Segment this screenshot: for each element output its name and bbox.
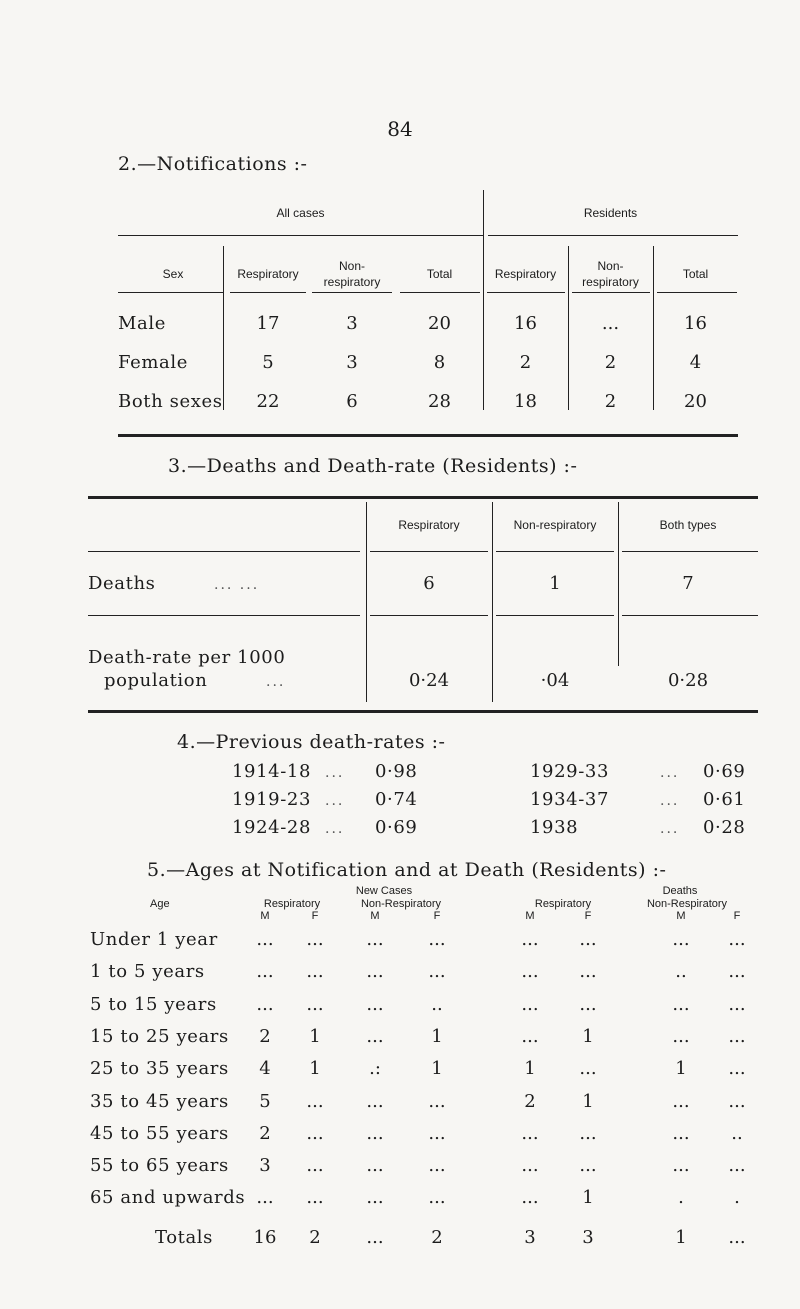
total-cell: 16 <box>253 1227 277 1248</box>
cell: 8 <box>433 352 446 373</box>
age-cell: ... <box>579 994 597 1015</box>
total-cell: 3 <box>582 1227 594 1248</box>
age-cell: 3 <box>259 1155 271 1176</box>
rate: 0·61 <box>703 789 746 810</box>
col-respiratory: Respiratory <box>237 267 299 281</box>
total-cell: ... <box>728 1227 746 1248</box>
age-cell: ... <box>579 961 597 982</box>
cell: 2 <box>519 352 532 373</box>
mf: M <box>260 910 270 922</box>
age-cell: 1 <box>431 1026 443 1047</box>
age-cell: ... <box>366 1026 384 1047</box>
age-cell: ... <box>728 961 746 982</box>
period: 1938 <box>530 817 579 838</box>
row-label-death-rate: Death-rate per 1000 <box>88 647 286 668</box>
age-row-label: 5 to 15 years <box>90 994 217 1015</box>
age-cell: ... <box>256 1187 274 1208</box>
sub-header-new-respiratory: Respiratory <box>263 898 321 910</box>
age-row-label: 35 to 45 years <box>90 1091 229 1112</box>
age-cell: ... <box>306 994 324 1015</box>
age-cell: ... <box>428 1187 446 1208</box>
age-cell: ... <box>521 994 539 1015</box>
age-cell: .: <box>369 1058 381 1079</box>
age-cell: ... <box>306 1155 324 1176</box>
age-row-label: 65 and upwards <box>90 1187 246 1208</box>
sub-header-new-non-respiratory: Non-Respiratory <box>360 898 442 910</box>
period: 1919-23 <box>232 789 311 810</box>
age-cell: ... <box>672 1155 690 1176</box>
cell: ... <box>601 313 620 334</box>
age-cell: 1 <box>582 1091 594 1112</box>
cell: 16 <box>514 313 537 334</box>
mf: F <box>311 910 319 922</box>
cell: 0·24 <box>408 670 450 691</box>
age-cell: ... <box>306 1123 324 1144</box>
total-cell: 2 <box>309 1227 321 1248</box>
total-cell: 1 <box>675 1227 687 1248</box>
age-cell: ... <box>672 929 690 950</box>
col-non-respiratory: Non- respiratory <box>323 259 381 289</box>
cell: 2 <box>604 391 617 412</box>
notifications-heading: 2.—Notifications :- <box>118 153 308 175</box>
col-total: Total <box>426 267 453 281</box>
age-cell: . <box>678 1187 684 1208</box>
period: 1914-18 <box>232 761 311 782</box>
leader-dots: ... <box>660 793 680 809</box>
age-cell: ... <box>728 1058 746 1079</box>
age-row-label: Under 1 year <box>90 929 218 950</box>
cell: 22 <box>256 391 280 412</box>
leader-dots: ... <box>660 821 680 837</box>
age-cell: ... <box>579 929 597 950</box>
row-label-population: population <box>104 670 208 691</box>
leader-dots: ... <box>660 765 680 781</box>
age-cell: .. <box>731 1123 743 1144</box>
age-cell: ... <box>306 961 324 982</box>
cell: ·04 <box>540 670 570 691</box>
age-cell: 1 <box>309 1026 321 1047</box>
age-cell: 1 <box>309 1058 321 1079</box>
age-cell: ... <box>256 929 274 950</box>
cell: 3 <box>346 352 358 373</box>
group-header-residents: Residents <box>583 206 638 220</box>
age-label: Age <box>150 898 170 910</box>
ages-heading: 5.—Ages at Notification and at Death (Residents) :- <box>147 859 667 881</box>
age-cell: ... <box>366 1091 384 1112</box>
age-cell: ... <box>306 1187 324 1208</box>
col-respiratory: Respiratory <box>398 518 460 532</box>
age-cell: ... <box>428 961 446 982</box>
age-cell: 1 <box>582 1026 594 1047</box>
cell: 6 <box>346 391 358 412</box>
age-cell: ... <box>728 929 746 950</box>
age-cell: ... <box>728 1026 746 1047</box>
age-cell: ... <box>728 1091 746 1112</box>
age-cell: ... <box>256 961 274 982</box>
cell: 3 <box>346 313 358 334</box>
deaths-heading: 3.—Deaths and Death-rate (Residents) :- <box>168 455 578 477</box>
age-cell: ... <box>428 1123 446 1144</box>
age-cell: ... <box>256 994 274 1015</box>
new-cases-label: New Cases <box>355 885 413 897</box>
age-cell: ... <box>306 929 324 950</box>
age-cell: ... <box>366 1123 384 1144</box>
age-cell: 1 <box>431 1058 443 1079</box>
age-cell: ... <box>728 994 746 1015</box>
period: 1934-37 <box>530 789 609 810</box>
cell: 5 <box>262 352 274 373</box>
sub-header-death-respiratory: Respiratory <box>534 898 592 910</box>
age-cell: .. <box>675 961 687 982</box>
period: 1924-28 <box>232 817 311 838</box>
age-cell: ... <box>521 929 539 950</box>
age-cell: ... <box>579 1123 597 1144</box>
age-cell: 1 <box>675 1058 687 1079</box>
age-cell: ... <box>428 1091 446 1112</box>
totals-label: Totals <box>155 1227 214 1248</box>
deaths-label: Deaths <box>662 885 698 897</box>
age-row-label: 15 to 25 years <box>90 1026 229 1047</box>
cell: 7 <box>682 573 694 594</box>
age-cell: ... <box>672 1026 690 1047</box>
total-cell: 2 <box>431 1227 443 1248</box>
age-cell: 1 <box>524 1058 536 1079</box>
age-row-label: 1 to 5 years <box>90 961 205 982</box>
age-cell: 2 <box>259 1123 271 1144</box>
age-cell: ... <box>521 1155 539 1176</box>
rate: 0·98 <box>375 761 418 782</box>
col-both-types: Both types <box>659 518 717 532</box>
row-label-both-sexes: Both sexes <box>118 391 223 412</box>
leader-dots: ... <box>325 821 345 837</box>
leader-dots: ... <box>266 674 286 690</box>
rate: 0·69 <box>375 817 418 838</box>
mf: F <box>733 910 741 922</box>
age-cell: 1 <box>582 1187 594 1208</box>
col-sex: Sex <box>162 267 184 281</box>
rate: 0·74 <box>375 789 418 810</box>
row-label-male: Male <box>118 313 166 334</box>
age-cell: ... <box>366 994 384 1015</box>
age-cell: ... <box>428 1155 446 1176</box>
cell: 6 <box>423 573 435 594</box>
age-row-label: 45 to 55 years <box>90 1123 229 1144</box>
total-cell: ... <box>366 1227 384 1248</box>
mf: M <box>676 910 686 922</box>
page-number: 84 <box>387 117 413 141</box>
mf: F <box>433 910 441 922</box>
age-cell: 2 <box>524 1091 536 1112</box>
row-label-female: Female <box>118 352 188 373</box>
age-cell: ... <box>521 1026 539 1047</box>
age-cell: 2 <box>259 1026 271 1047</box>
col-res-respiratory: Respiratory <box>494 267 557 281</box>
age-cell: ... <box>672 994 690 1015</box>
age-row-label: 25 to 35 years <box>90 1058 229 1079</box>
age-cell: ... <box>521 1123 539 1144</box>
previous-rates-heading: 4.—Previous death-rates :- <box>177 731 446 753</box>
cell: 16 <box>684 313 707 334</box>
age-cell: ... <box>306 1091 324 1112</box>
cell: 20 <box>428 313 451 334</box>
total-cell: 3 <box>524 1227 536 1248</box>
age-cell: 4 <box>259 1058 271 1079</box>
age-cell: ... <box>366 929 384 950</box>
mf: M <box>370 910 380 922</box>
cell: 4 <box>689 352 702 373</box>
mf: M <box>525 910 535 922</box>
cell: 20 <box>684 391 707 412</box>
cell: 18 <box>514 391 537 412</box>
cell: 17 <box>256 313 280 334</box>
leader-dots: ... <box>325 793 345 809</box>
age-cell: ... <box>366 1187 384 1208</box>
age-row-label: 55 to 65 years <box>90 1155 229 1176</box>
leader-dots: ... <box>325 765 345 781</box>
group-header-all-cases: All cases <box>276 206 325 220</box>
age-cell: ... <box>366 961 384 982</box>
age-cell: ... <box>521 961 539 982</box>
age-cell: ... <box>672 1123 690 1144</box>
leader-dots: ... ... <box>214 577 260 593</box>
sub-header-death-non-respiratory: Non-Respiratory <box>646 898 728 910</box>
age-cell: ... <box>728 1155 746 1176</box>
col-res-non-respiratory: Non- respiratory <box>582 259 639 289</box>
age-cell: ... <box>428 929 446 950</box>
cell: 2 <box>604 352 617 373</box>
row-label-deaths: Deaths <box>88 573 156 594</box>
col-res-total: Total <box>682 267 709 281</box>
age-cell: . <box>734 1187 740 1208</box>
cell: 1 <box>549 573 561 594</box>
age-cell: ... <box>521 1187 539 1208</box>
col-non-respiratory: Non-respiratory <box>513 518 597 532</box>
age-cell: .. <box>431 994 443 1015</box>
age-cell: ... <box>579 1058 597 1079</box>
age-cell: ... <box>579 1155 597 1176</box>
cell: 0·28 <box>667 670 709 691</box>
age-cell: ... <box>366 1155 384 1176</box>
age-cell: ... <box>672 1091 690 1112</box>
age-cell: 5 <box>259 1091 271 1112</box>
period: 1929-33 <box>530 761 609 782</box>
rate: 0·69 <box>703 761 746 782</box>
mf: F <box>584 910 592 922</box>
rate: 0·28 <box>703 817 746 838</box>
cell: 28 <box>428 391 451 412</box>
